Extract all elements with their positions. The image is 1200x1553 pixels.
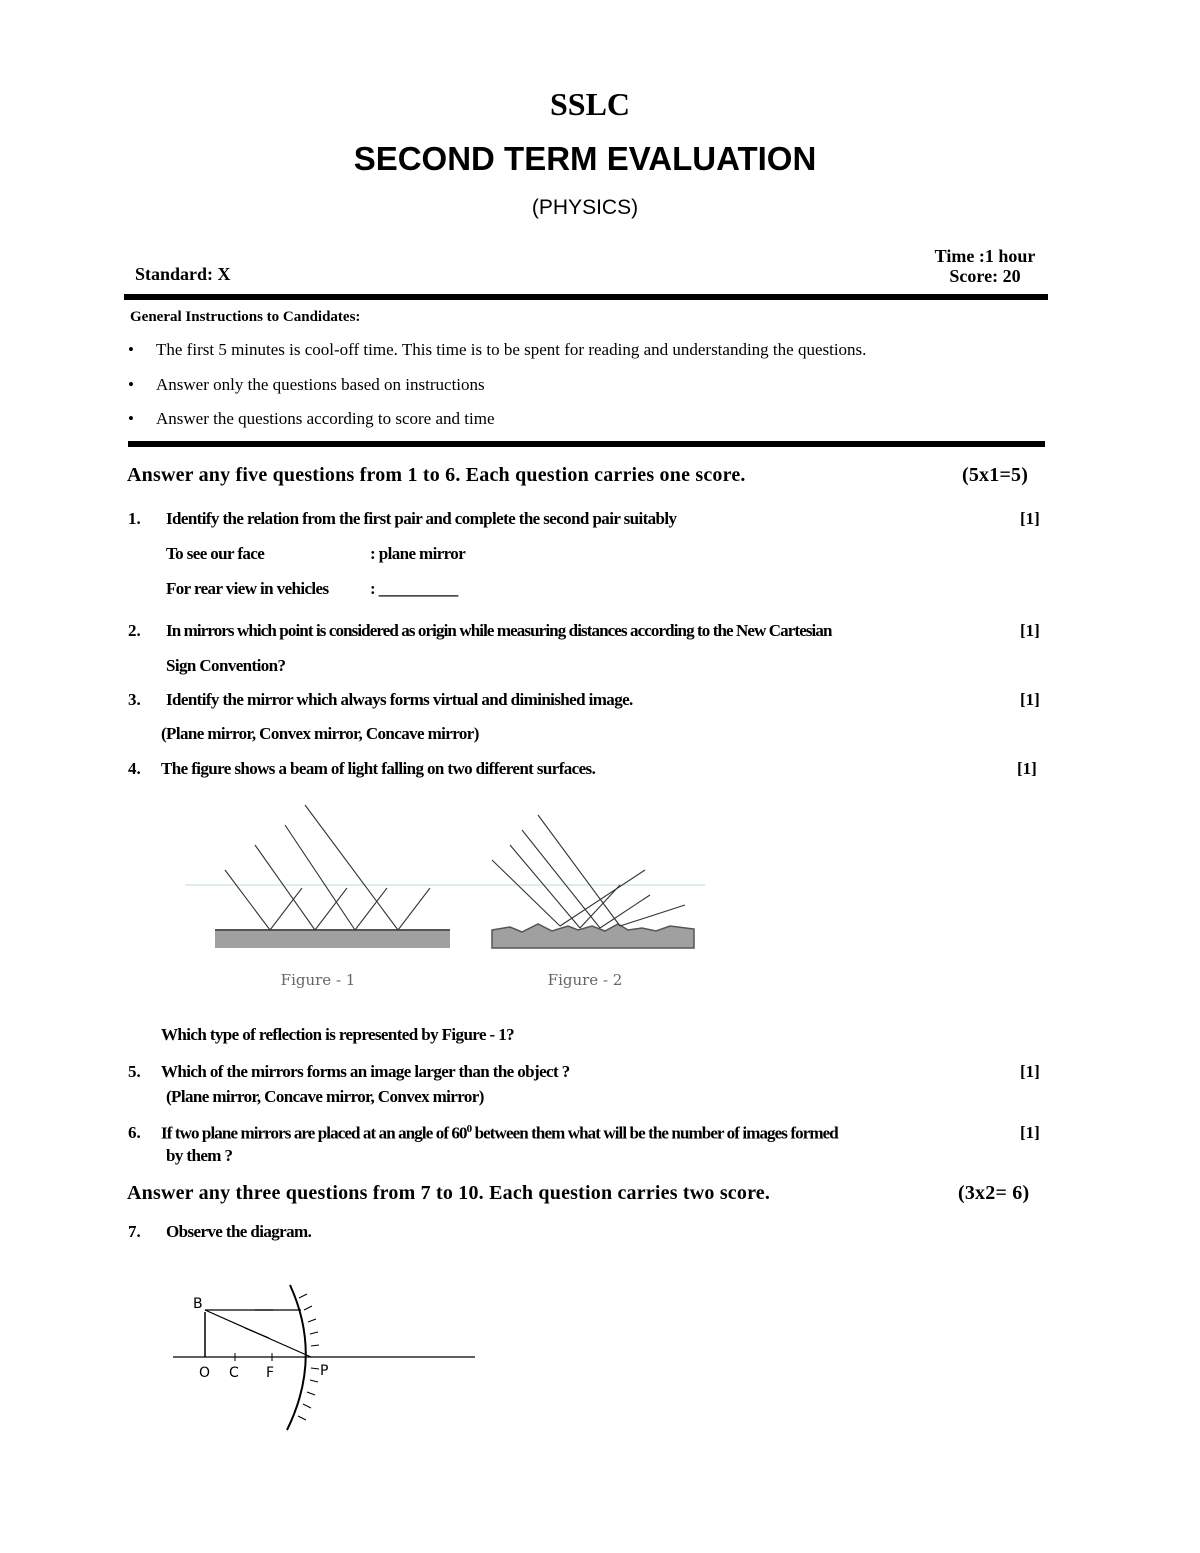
question-text: Which of the mirrors forms an image larger than the object ? bbox=[161, 1062, 570, 1081]
instructions-divider bbox=[128, 441, 1045, 447]
question-options: (Plane mirror, Concave mirror, Convex mirror) bbox=[166, 1087, 484, 1106]
figure-2-caption: Figure - 2 bbox=[547, 971, 623, 989]
document-title: SSLC bbox=[549, 86, 631, 122]
question-text: If two plane mirrors are placed at an angle of $60^0$ between them what will be the number of images formed bbox=[161, 1123, 838, 1143]
score-label: Score: 20 bbox=[949, 266, 1021, 286]
question-text: Identify the mirror which always forms virtual and diminished image. bbox=[166, 690, 633, 709]
question-mark: [1] bbox=[1020, 509, 1040, 528]
label-c: C bbox=[229, 1365, 239, 1381]
instruction-text: Answer the questions according to score and time bbox=[156, 409, 495, 428]
question-mark: [1] bbox=[1020, 621, 1040, 640]
question-mark: [1] bbox=[1020, 1062, 1040, 1081]
exam-title: SECOND TERM EVALUATION bbox=[353, 140, 817, 177]
question-options: (Plane mirror, Convex mirror, Concave mirror) bbox=[161, 724, 479, 743]
question-number: 6. bbox=[128, 1123, 141, 1142]
question-text: The figure shows a beam of light falling on two different surfaces. bbox=[161, 759, 596, 778]
question-number: 7. bbox=[128, 1222, 141, 1241]
question-text: In mirrors which point is considered as origin while measuring distances according to the New Cartesian bbox=[166, 621, 832, 640]
question-mark: [1] bbox=[1020, 1123, 1040, 1142]
question-mark: [1] bbox=[1017, 759, 1037, 778]
label-o: O bbox=[199, 1365, 211, 1381]
label-p: P bbox=[320, 1363, 329, 1379]
question-mark: [1] bbox=[1020, 690, 1040, 709]
instruction-item bbox=[128, 375, 485, 395]
question-number: 4. bbox=[128, 759, 141, 778]
label-f: F bbox=[266, 1365, 275, 1381]
question-text-cont: Sign Convention? bbox=[166, 656, 286, 675]
question-number: 5. bbox=[128, 1062, 141, 1081]
bullet-icon: • bbox=[128, 340, 134, 359]
question-number: 3. bbox=[128, 690, 141, 709]
regular-reflection-diagram bbox=[215, 805, 450, 948]
bullet-icon: • bbox=[128, 375, 134, 394]
instruction-text: The first 5 minutes is cool-off time. This time is to be spent for reading and understanding the questions. bbox=[156, 340, 867, 359]
instructions-heading: General Instructions to Candidates: bbox=[130, 309, 361, 325]
question-text: Observe the diagram. bbox=[166, 1222, 312, 1241]
instruction-item bbox=[128, 409, 495, 429]
time-label: Time :1 hour bbox=[934, 246, 1036, 266]
section-1-heading: Answer any five questions from 1 to 6. Each question carries one score. bbox=[127, 464, 746, 486]
figure-1-caption: Figure - 1 bbox=[280, 971, 356, 989]
reflection-figure bbox=[180, 800, 720, 1000]
header-divider bbox=[124, 294, 1048, 300]
pair-left: To see our face bbox=[166, 544, 265, 563]
section-1-marks: (5x1=5) bbox=[962, 464, 1029, 486]
question-text: Identify the relation from the first pair and complete the second pair suitably bbox=[166, 509, 677, 528]
instruction-text: Answer only the questions based on instructions bbox=[156, 375, 485, 394]
subject-title: (PHYSICS) bbox=[531, 196, 639, 219]
standard-label: Standard: X bbox=[135, 264, 231, 284]
pair-right: : plane mirror bbox=[370, 544, 466, 563]
question-number: 1. bbox=[128, 509, 141, 528]
pair-left: For rear view in vehicles bbox=[166, 579, 329, 598]
question-text-cont: by them ? bbox=[166, 1146, 233, 1165]
bullet-icon: • bbox=[128, 409, 134, 428]
instruction-item bbox=[128, 340, 866, 360]
concave-mirror-diagram bbox=[165, 1280, 485, 1440]
question-number: 2. bbox=[128, 621, 141, 640]
diffuse-reflection-diagram bbox=[492, 815, 694, 948]
section-2-heading: Answer any three questions from 7 to 10. Each question carries two score. bbox=[127, 1182, 771, 1204]
section-2-marks: (3x2= 6) bbox=[958, 1182, 1030, 1204]
pair-blank: : __________ bbox=[370, 579, 458, 598]
label-b: B bbox=[193, 1296, 203, 1312]
question-subtext: Which type of reflection is represented by Figure - 1? bbox=[161, 1025, 515, 1044]
